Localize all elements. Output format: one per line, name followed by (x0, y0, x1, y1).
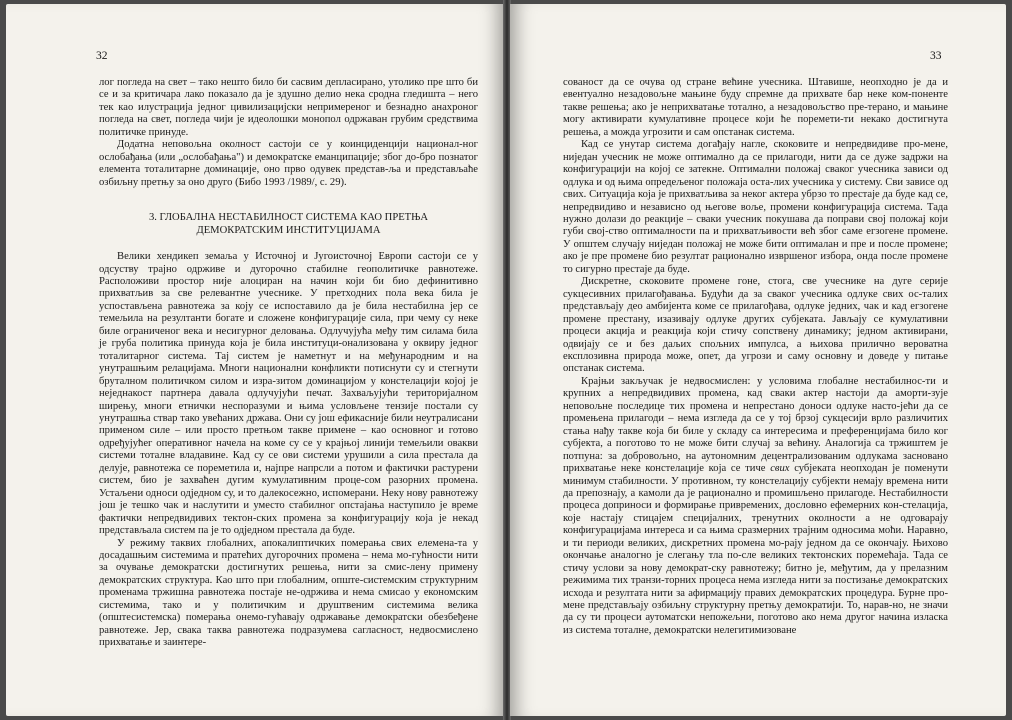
paragraph-text: Крајњи закључак је недвосмислен: у условима глобалне нестабилнос-ти и крупних а непредвидивих промена, кад сваки актер настоји да аморти-зује неповољне последице тих промена и непрестано доноси одлуке насто-јећи да се промењена прилагоди – нема изгледа да се у тој брзој сукцесији врло различитих стања нађу такве која би биле у складу са интересима и преференцијама било ког субјекта, а поготово то не може бити случај за већину. Аналогија са тржиштем је потпуна: за добровољно, на аутономним децентрализованим одлукама засновано прихватање неке констелације која се тиче (563, 375, 948, 475)
emphasis-text: свих (770, 463, 790, 475)
left-page-text (99, 77, 478, 650)
paragraph: лог погледа на свет – тако нешто било би сасвим депласирано, утолико пре што би се и за критичара лако показало да је здушно делио нека сродна гледишта – него тек као илустрација једног цивилизацијски непримереног и безнадно анахроног погледа на свет, погледа чији је идеолошки монопол одржаван грубим средствима политичке принуде. (99, 77, 478, 138)
paragraph (563, 376, 948, 638)
section-heading (99, 211, 478, 237)
page-number: 33 (930, 50, 942, 62)
paragraph-text: субјеката неопходан је поменути минимум стабилности. У противном, ту констелацију субјекти немају времена нити да препознају, а камоли да је рационално и промишљено прилагоде. Нестабилности процеса доприноси и формирање привремених, дословно ефемерних кон-стелација, које настају стицајем специјалних, тренутних околности а не одговарају конфигурацијама интереса и са њима сразмерних трајним односима моћи. Наравно, и ти периоди великих, дискретних промена мо-рају једном да се окончају. Њихово окончање аналогно је слегању тла по-сле великих тектонских поремећаја. Тада се стичу услови за нову демократ-ску равнотежу; битно је, међутим, да у прелазним режимима тих транзи-торних процеса нема изгледа нити за постизање демократских исхода и резултата нити за афирмацију правих демократских процедура. Бурне про-мене представљају озбиљну структурну претњу демократији. То, нарав-но, не значи да су ти процеси аутоматски непожељни, поготово ако нема другог начина изласка из система тоталне, демократски нелегитимизоване (563, 463, 948, 636)
left-page (6, 4, 504, 716)
right-page-text (563, 77, 948, 637)
paragraph: Дискретне, скоковите промене гоне, стога, све учеснике на дуге серије сукцесивних прилагођавања. Будући да за сваког учесника одлуке свих ос-талих представљају део амбијента коме се прилагођава, одлуке једних, чак и кад егзогене промене престану, изазивају одлуке других субјеката. Јављају се кумулативни процеси акција и реакција који стичу сопствену динамику; једном активирани, одвијају се и без даљих спољних импулса, а њихова прилично вероватна експлозивна природа може, опет, да угрози и саму основну и доведе у питање опстанак система. (563, 276, 948, 375)
paragraph: Додатна неповољна околност састоји се у коинциденцији национал-ног ослобађања (или „ослобађања") и демократске еманципације; због до-бро познатог елемента тоталитарне доминације, оно прво одувек представ-ља и представљаће озбиљну претњу за оно друго (Бибо 1993 /1989/, с. 29). (99, 139, 478, 188)
page-number: 32 (96, 50, 108, 62)
paragraph: Велики хендикеп земаља у Источној и Југоисточној Европи састоји се у одсуству трајно одрживе и дугорочно стабилне геополитичке равнотеже. Расположиви простор није алоциран на начин који би био дефинитивно прихватљив за све релевантне учеснике. У претходних пола века била је успостављена равнотежа за коју се испоставило да је била нестабилна јер се темељила на резултанти богате и сложене конфигурације сила, при чему су неке биле ограниченог века и несигурног деловања. Одлучујућа међу тим силама била је груба политика принуда која је била институци-онализована у оквиру једног тоталитарног система. Тај систем је наметнут и на међународним и на унутрашњим релацијама. Многи национални конфликти потиснути су и стегнути бруталном политичком силом и изра-зитом доминацијом у констелацији којој је неједнакост партнера давала одлучујући печат. Захваљујући територијалном ширењу, многи етнички неспоразуми и њима условљене тензије постали су унутрашња ствар тако увећаних држава. Они су још ефикасније били неутралисани применом силе – или просто претњом такве примене – као основног и готово одређујућег оперативног начела на коме су се у крајњој линији темељили овакви системи тоталне владавине. Кад су се ови системи урушили а сила престала да делује, равнотежа се пореметила и, најпре напрсли а потом и фактички растурени систем, био је захваћен дугим кумулативним проце-сом разорних промена. Устаљени односи одједном су, и то далекосежно, испомерани. Неку нову равнотежу још је тешко чак и наслутити и уместо стабилног опстајања наступило је време фактички непредвидивих тектон-ских промена за конфигурацију која је некад представљала систем па је то одједном престала да буде. (99, 251, 478, 537)
heading-line: 3. ГЛОБАЛНА НЕСТАБИЛНОСТ СИСТЕМА КАО ПРЕТЊА (148, 212, 429, 224)
paragraph: сованост да се очува од стране већине учесника. Штавише, неопходно је да и евентуално незадовољне мањине буду спремне да прихвате бар неке ком-поненте такве решења; ако је неприхватање тотално, а незадовољство пре-терано, и мањине могу активирати кумулативне процесе који ће поремети-ти некако достигнута решења, а можда угрозити и сам опстанак система. (563, 77, 948, 138)
paragraph: У режиму таквих глобалних, апокалиптичких померања свих елемена-та у досадашњим системима и пратећих дугорочних промена – нема мо-гућности нити за очување демократски достигнутих решења, нити за смис-лену примену демократских структура. Као што при глобалним, опште-системским структурним променама тржишна равнотежа постаје не-одржива и нема смисао у економским системима, тако и у политичким и друштвеним системима велика (општесистемска) померања онемо-гућавају одржавање демократски обезбеђене равнотеже. Јер, свака таква равнотежа подразумева сагласност, недвосмислено прихватање и заинтере- (99, 537, 478, 649)
paragraph: Кад се унутар система догађају нагле, скоковите и непредвидиве про-мене, ниједан учесник не може оптимално да се прилагоди, нити да се дуже задржи на конфигурацији на којој се затекне. Оптимални положај сваког учесника зависи од одлука и од њима опредељеног положаја оста-лих учесника у систему. Сви зависе од свих. Ситуација која је прихватљива за неког актера убрзо то престаје да буде кад се, непредвидиво и независно од његове воље, промени конфигурација система. Тада нужно долази до реакције – сваки учесник покушава да поправи свој положај који губи свој-ство оптималности па и прихватљивости већ због саме егзогене промене. У општем случају ниједан положај не може бити оптималан и пре и после промене; ако је пре промене био резултат рационално извршеног избора, онда после промене то сигурно престаје да буде. (563, 139, 948, 275)
right-page (510, 4, 1006, 716)
heading-line: ДЕМОКРАТСКИМ ИНСТИТУЦИЈАМА (196, 225, 381, 237)
